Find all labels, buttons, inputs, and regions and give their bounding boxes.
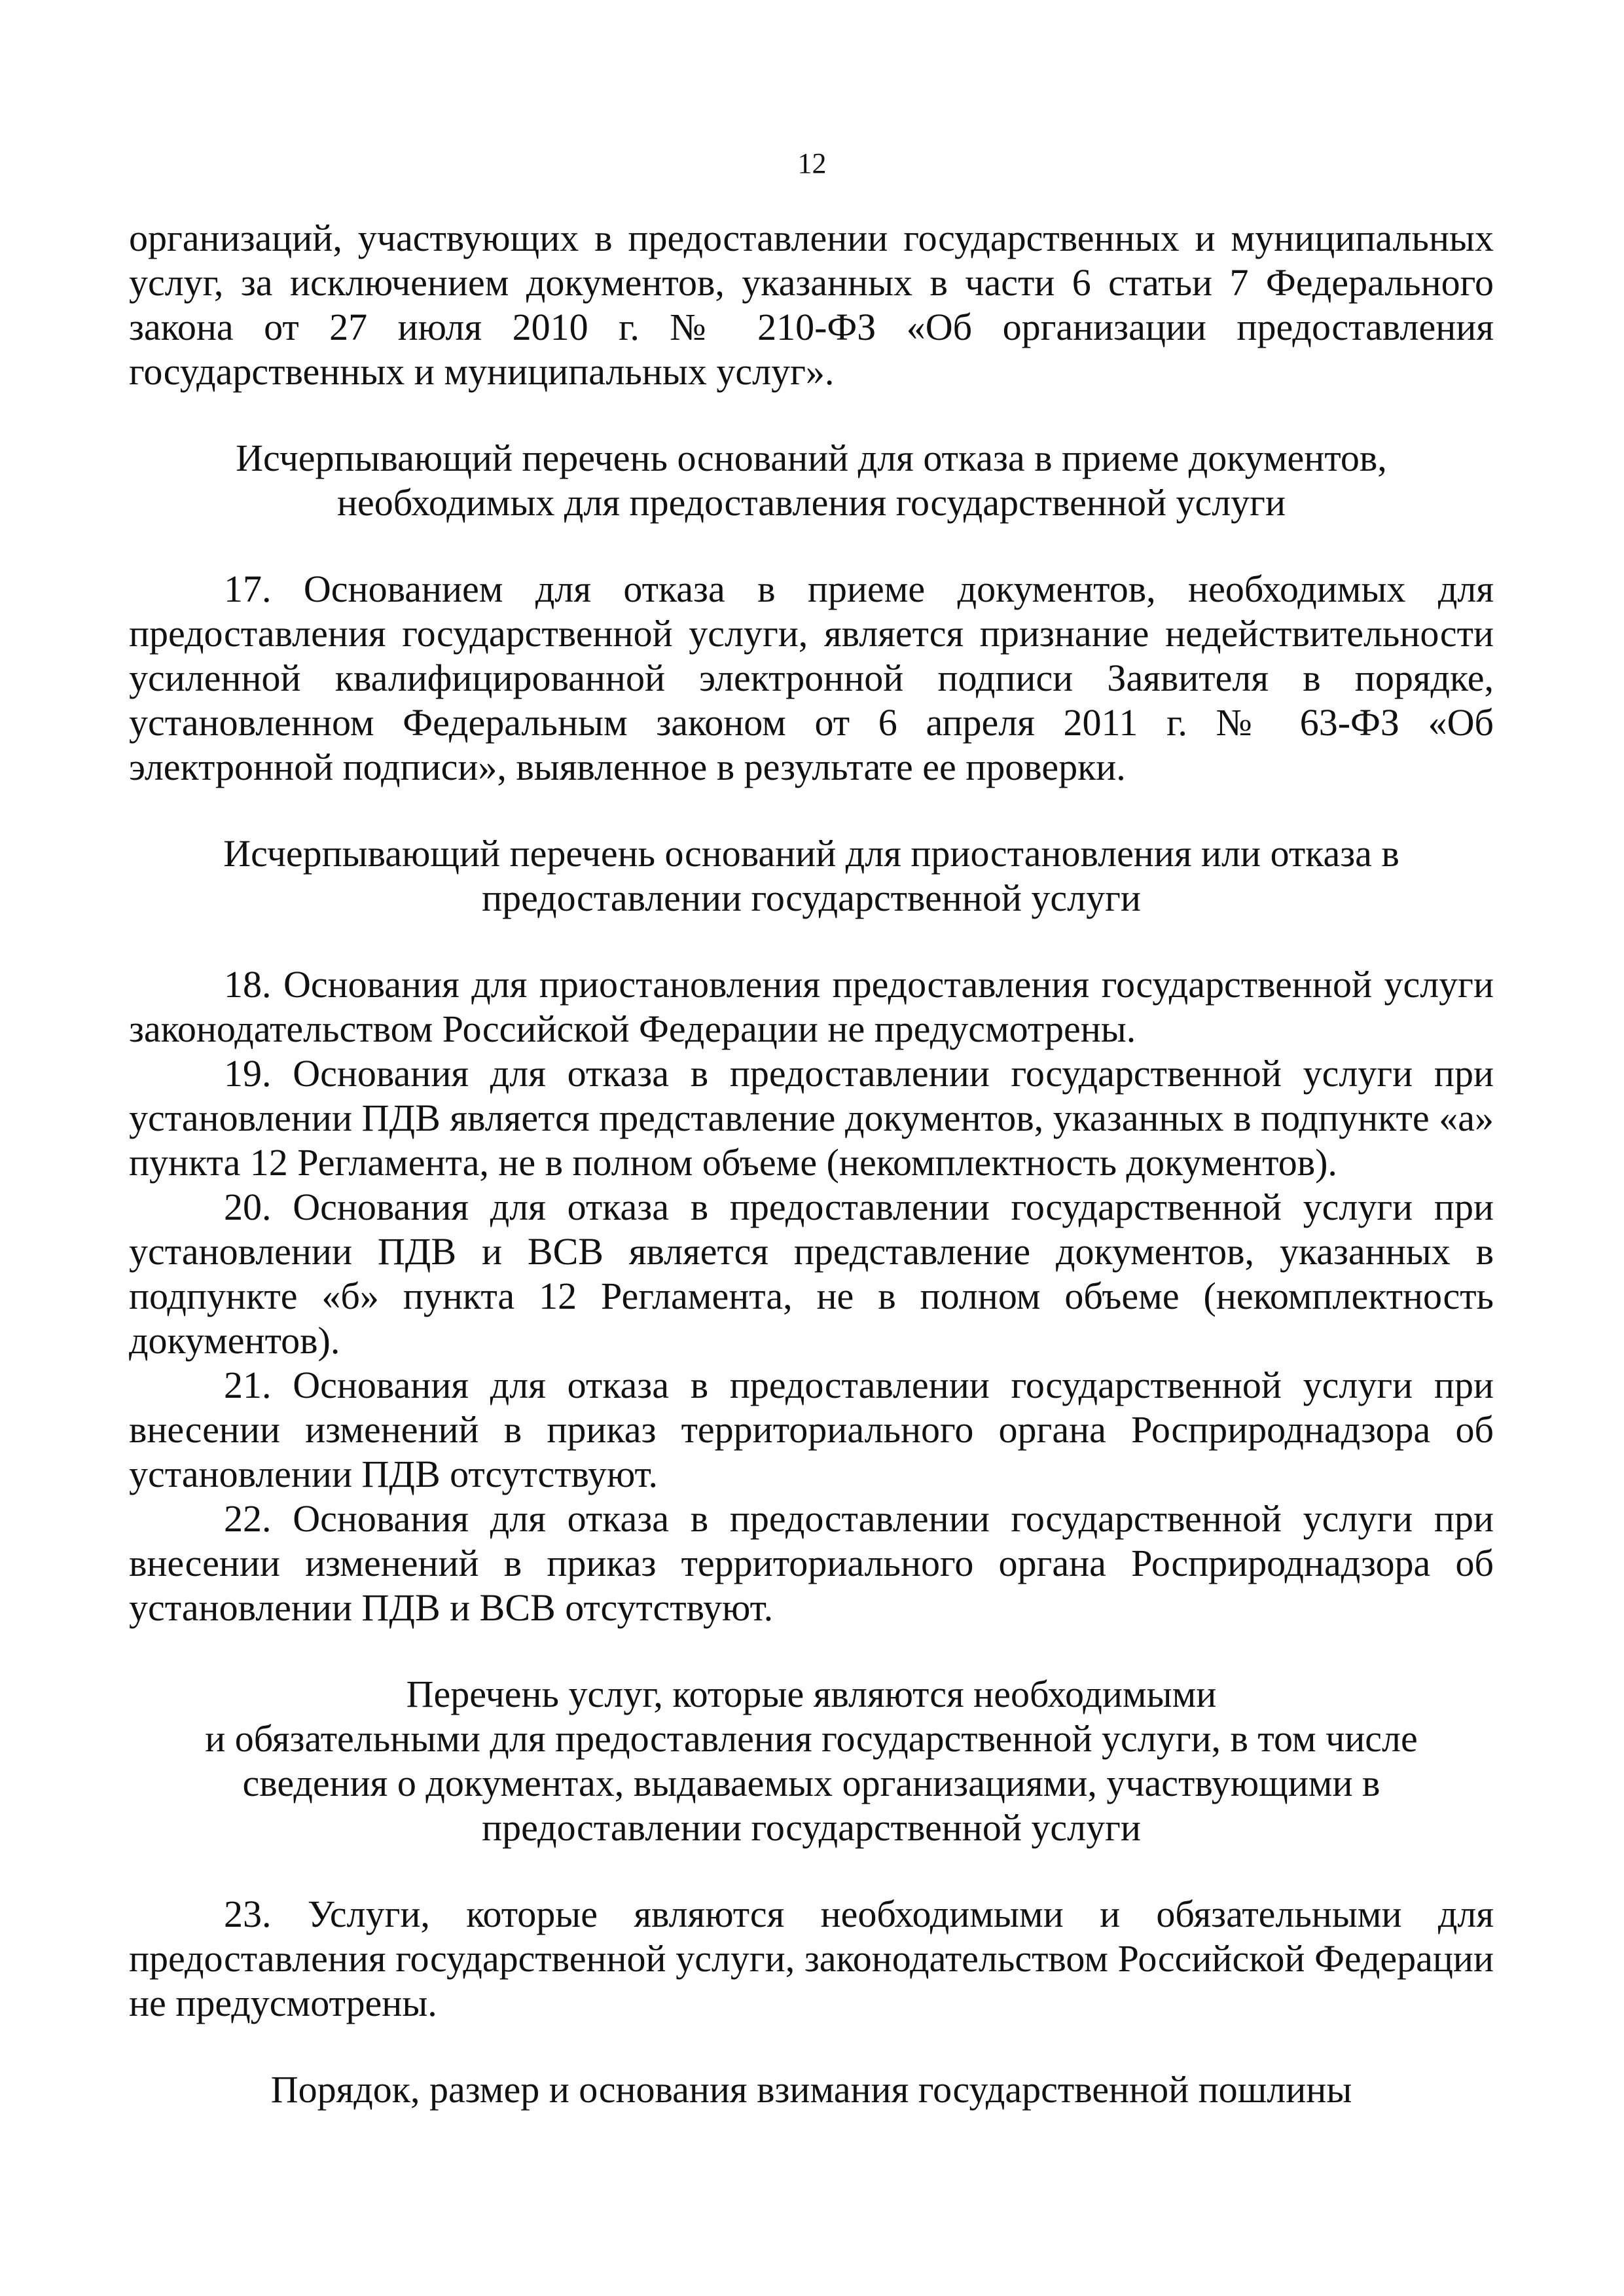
heading-line: и обязательными для предоставления государственной услуги, в том числе bbox=[205, 1717, 1418, 1760]
paragraph-18: 18. Основания для приостановления предоставления государственной услуги законодательством Российской Федерации не предусмотрены. bbox=[129, 963, 1494, 1050]
heading-line: необходимых для предоставления государственной услуги bbox=[336, 481, 1286, 524]
heading-line: сведения о документах, выдаваемых организациями, участвующими в bbox=[242, 1762, 1380, 1804]
page-number: 12 bbox=[797, 147, 827, 179]
heading-line: Перечень услуг, которые являются необходимыми bbox=[406, 1673, 1217, 1715]
paragraph-22: 22. Основания для отказа в предоставлении государственной услуги при внесении изменений в приказ территориального органа Росприроднадзора об установлении ПДВ и ВСВ отсутствуют. bbox=[129, 1497, 1494, 1629]
heading-line: предоставлении государственной услуги bbox=[482, 1806, 1141, 1849]
paragraph-continuation: организаций, участвующих в предоставлении государственных и муниципальных услуг, за исключением документов, указанных в части 6 статьи 7 Федерального закона от 27 июля 2010 г. № 210-ФЗ «Об организации предоставления государственных и муниципальных услуг». bbox=[129, 217, 1494, 393]
heading-line: Исчерпывающий перечень оснований для отказа в приеме документов, bbox=[236, 437, 1387, 479]
section-heading-suspension bbox=[129, 831, 1494, 920]
paragraph-17: 17. Основанием для отказа в приеме документов, необходимых для предоставления государственной услуги, является признание недействительности усиленной квалифицированной электронной подписи Заявителя в порядке, установленном Федеральным законом от 6 апреля 2011 г. № 63-ФЗ «Об электронной подписи», выявленное в результате ее проверки. bbox=[129, 568, 1494, 788]
document-body bbox=[129, 216, 1494, 2112]
paragraph-21: 21. Основания для отказа в предоставлении государственной услуги при внесении изменений в приказ территориального органа Росприроднадзора об установлении ПДВ отсутствуют. bbox=[129, 1364, 1494, 1495]
paragraph-20: 20. Основания для отказа в предоставлении государственной услуги при установлении ПДВ и ВСВ является представление документов, указанных в подпункте «б» пункта 12 Регламента, не в полном объеме (некомплектность документов). bbox=[129, 1186, 1494, 1362]
section-heading-state-fee bbox=[129, 2068, 1494, 2112]
paragraph-23: 23. Услуги, которые являются необходимыми и обязательными для предоставления государственной услуги, законодательством Российской Федерации не предусмотрены. bbox=[129, 1893, 1494, 2024]
section-heading-required-services bbox=[129, 1672, 1494, 1850]
heading-line: предоставлении государственной услуги bbox=[482, 877, 1141, 919]
heading-line: Исчерпывающий перечень оснований для приостановления или отказа в bbox=[223, 832, 1399, 875]
paragraph-19: 19. Основания для отказа в предоставлении государственной услуги при установлении ПДВ является представление документов, указанных в подпункте «а» пункта 12 Регламента, не в полном объеме (некомплектность документов). bbox=[129, 1052, 1494, 1184]
section-heading-refusal-documents bbox=[129, 436, 1494, 525]
heading-line: Порядок, размер и основания взимания государственной пошлины bbox=[270, 2068, 1352, 2111]
